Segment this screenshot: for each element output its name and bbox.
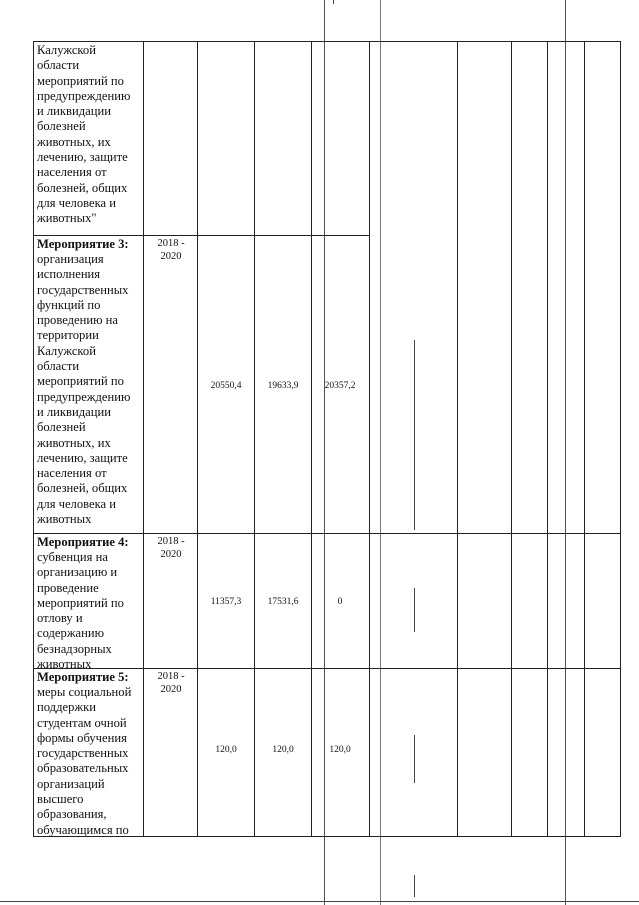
row-4-title: Мероприятие 5: [37, 670, 129, 684]
row-3-title: Мероприятие 4: [37, 535, 129, 549]
row-4-value-2020: 120,0 [329, 745, 351, 755]
column-border [547, 41, 548, 837]
row-2-period: 2018 - 2020 [157, 238, 185, 262]
page-margin-line [324, 0, 325, 905]
column-border [457, 41, 458, 837]
column-border [311, 41, 312, 837]
column-border [511, 41, 512, 837]
scan-mark [414, 735, 415, 783]
row-separator [33, 533, 620, 534]
row-separator [33, 235, 369, 236]
scan-mark [414, 588, 415, 632]
row-4-description: меры социальной поддержки студентам очной формы обучения государственных образовательных организаций высшего образования, обучающимся по [37, 685, 132, 837]
row-3-value-2018: 11357,3 [210, 597, 242, 607]
column-border [197, 41, 198, 837]
row-2-title: Мероприятие 3: [37, 237, 129, 251]
scan-mark [333, 0, 334, 4]
scan-mark [414, 340, 415, 530]
scan-mark [414, 875, 415, 897]
row-2-value-2020: 20357,2 [324, 381, 356, 391]
row-4-value-2019: 120,0 [272, 745, 294, 755]
row-1-description: Калужской области мероприятий по предупреждению и ликвидации болезней животных, их лечению, защите населения от болезней, общих для человека и животных" [37, 43, 131, 226]
column-border [254, 41, 255, 837]
row-3-value-2020: 0 [337, 597, 343, 607]
row-3-description: субвенция на организацию и проведение мероприятий по отлову и содержанию безнадзорных животных [37, 550, 124, 672]
page-margin-line [380, 0, 381, 905]
table-top-border [33, 41, 620, 42]
column-border [143, 41, 144, 837]
row-3-period: 2018 - 2020 [157, 536, 185, 560]
row-4-value-2018: 120,0 [215, 745, 237, 755]
column-border [620, 41, 621, 837]
row-2-description: организация исполнения государственных функций по проведению на территории Калужской области мероприятий по предупреждению и ликвидации болезней животных, их лечению, защите населения от болезней, общих для человека и животных [37, 252, 131, 527]
page-margin-line [565, 0, 566, 905]
row-4-period: 2018 - 2020 [157, 671, 185, 695]
row-2-value-2019: 19633,9 [267, 381, 299, 391]
column-border [584, 41, 585, 837]
row-3-value-2019: 17531,6 [267, 597, 299, 607]
page-bottom-line [0, 901, 639, 902]
row-2-value-2018: 20550,4 [210, 381, 242, 391]
column-border [369, 41, 370, 837]
column-border [33, 41, 34, 837]
